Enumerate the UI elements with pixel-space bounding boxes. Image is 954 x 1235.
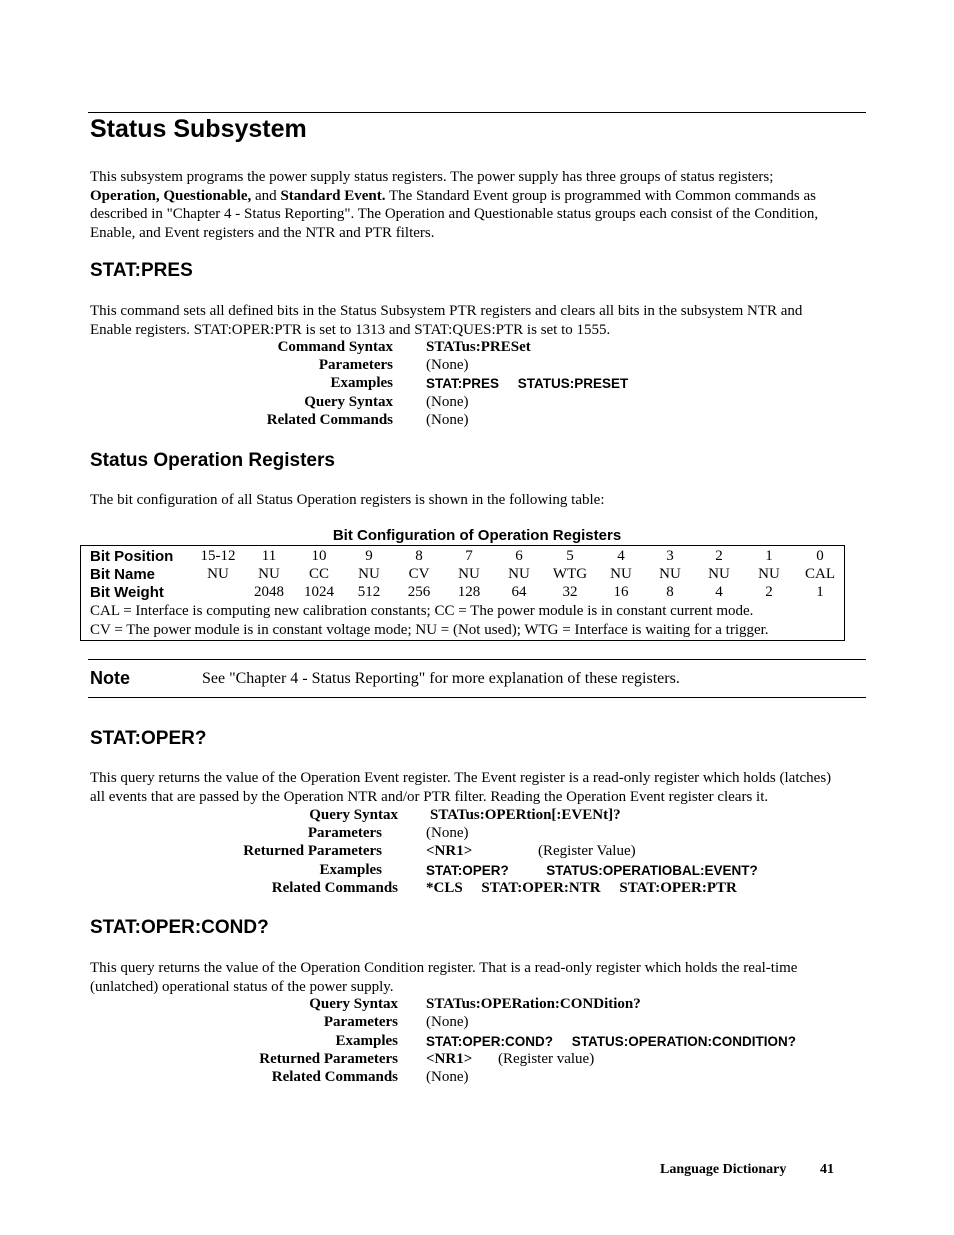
bit-position-cell: 2 [715, 548, 723, 564]
table-title: Bit Configuration of Operation Registers [332, 527, 622, 544]
bit-name-cell: NU [258, 566, 280, 582]
oper-parameters-value: (None) [426, 825, 469, 841]
stat-oper-cond-line-1: This query returns the value of the Operation Condition register. That is a read-only register which holds the real-time [90, 960, 798, 976]
bit-weight-cell: 512 [357, 584, 381, 600]
stat-oper-cond-description [90, 959, 866, 996]
cond-returned-parameters-label: Returned Parameters [259, 1051, 398, 1067]
table-legend-1: CAL = Interface is computing new calibration constants; CC = The power module is in constant current mode. [90, 603, 754, 619]
bit-position-cell: 0 [816, 548, 824, 564]
intro-text-2: and [251, 187, 281, 204]
oper-returned-parameters-value: <NR1> [426, 843, 473, 859]
command-syntax-value: STATus:PRESet [426, 339, 531, 355]
stat-oper-line-2: all events that are passed by the Operation NTR and/or PTR filter. Reading the Operation Event register clears it. [90, 788, 769, 805]
oper-returned-parameters-label: Returned Parameters [243, 843, 382, 859]
intro-line-1: This subsystem programs the power supply status registers. The power supply has three groups of status registers; [90, 169, 774, 185]
row-header-bit-position: Bit Position [90, 548, 174, 565]
note-bottom-rule [88, 697, 866, 698]
cond-returned-parameters-note: (Register value) [498, 1051, 595, 1067]
bit-weight-cell: 1024 [304, 584, 334, 600]
intro-text-3: The Standard Event group is programmed with Common commands as [385, 187, 816, 204]
oper-examples-label: Examples [319, 862, 382, 878]
bit-name-cell: CC [308, 566, 329, 582]
bit-name-cell: NU [358, 566, 380, 582]
cond-related-commands-value: (None) [426, 1069, 469, 1085]
bit-position-cell: 7 [465, 548, 473, 564]
bit-name-cell: NU [207, 566, 229, 582]
examples-value: STAT:PRES STATUS:PRESET [426, 376, 629, 391]
status-operation-registers-text: The bit configuration of all Status Operation registers is shown in the following table: [90, 492, 605, 508]
bit-name-cell: WTG [552, 566, 588, 582]
cond-parameters-label: Parameters [323, 1014, 398, 1030]
stat-pres-line-2: Enable registers. STAT:OPER:PTR is set to 1313 and STAT:QUES:PTR is set to 1555. [90, 321, 611, 338]
stat-pres-line-1: This command sets all defined bits in the Status Subsystem PTR registers and clears all bits in the subsystem NTR and [90, 303, 803, 319]
oper-parameters-label: Parameters [307, 825, 382, 841]
oper-query-syntax-label: Query Syntax [309, 807, 398, 823]
status-operation-registers-heading: Status Operation Registers [90, 450, 335, 471]
stat-pres-heading: STAT:PRES [90, 260, 193, 281]
query-syntax-value: (None) [426, 394, 469, 410]
intro-line-3: described in "Chapter 4 - Status Reporting". The Operation and Questionable status groups each consist of the Condition, [90, 206, 819, 222]
bit-name-cell: NU [708, 566, 730, 582]
bit-position-cell: 11 [261, 548, 277, 564]
command-syntax-label: Command Syntax [277, 339, 393, 355]
related-commands-value: (None) [426, 412, 469, 428]
row-header-bit-name: Bit Name [90, 566, 156, 583]
bit-position-cell: 10 [311, 548, 327, 564]
bit-name-cell: CV [408, 566, 430, 582]
intro-bold-1: Operation, Questionable, [90, 187, 252, 204]
note-top-rule [88, 659, 866, 660]
bit-weight-cell: 64 [511, 584, 527, 600]
parameters-value: (None) [426, 357, 469, 373]
stat-oper-cond-line-2: (unlatched) operational status of the power supply. [90, 978, 394, 995]
intro-bold-2: Standard Event. [280, 187, 386, 204]
cond-returned-parameters-value: <NR1> [426, 1051, 473, 1067]
bit-position-cell: 1 [765, 548, 773, 564]
bit-position-cell: 6 [515, 548, 523, 564]
related-commands-label: Related Commands [266, 412, 393, 428]
cond-examples-value: STAT:OPER:COND? STATUS:OPERATION:CONDITION? [426, 1034, 796, 1049]
bit-name-cell: NU [458, 566, 480, 582]
oper-related-commands-value: *CLS STAT:OPER:NTR STAT:OPER:PTR [426, 880, 737, 896]
bit-position-cell: 8 [415, 548, 423, 564]
row-header-bit-weight: Bit Weight [90, 584, 164, 601]
bit-weight-cell: 16 [613, 584, 629, 600]
oper-related-commands-label: Related Commands [271, 880, 398, 896]
bit-position-cell: 15-12 [200, 548, 236, 564]
intro-line-2 [90, 187, 866, 206]
bit-weight-cell: 32 [562, 584, 578, 600]
bit-weight-cell: 2 [765, 584, 773, 600]
intro-paragraph [90, 168, 866, 242]
bit-weight-cell: 8 [666, 584, 674, 600]
bit-position-cell: 3 [666, 548, 674, 564]
bit-position-cell: 9 [365, 548, 373, 564]
bit-position-cell: 5 [566, 548, 574, 564]
bit-name-cell: NU [610, 566, 632, 582]
examples-label: Examples [330, 375, 393, 391]
note-text: See "Chapter 4 - Status Reporting" for more explanation of these registers. [202, 670, 680, 687]
page-title: Status Subsystem [90, 115, 307, 143]
cond-query-syntax-value: STATus:OPERation:CONDition? [426, 996, 641, 1012]
cond-related-commands-label: Related Commands [271, 1069, 398, 1085]
bit-weight-cell: 4 [715, 584, 723, 600]
note-label: Note [90, 668, 130, 688]
bit-position-cell: 4 [617, 548, 625, 564]
cond-query-syntax-label: Query Syntax [309, 996, 398, 1012]
table-legend-2: CV = The power module is in constant voltage mode; NU = (Not used); WTG = Interface is waiting for a trigger. [90, 622, 769, 638]
top-rule [88, 112, 866, 113]
bit-weight-cell: 128 [457, 584, 481, 600]
stat-oper-cond-heading: STAT:OPER:COND? [90, 917, 269, 938]
parameters-label: Parameters [318, 357, 393, 373]
bit-configuration-table [80, 545, 845, 641]
oper-returned-parameters-note: (Register Value) [538, 843, 636, 859]
oper-query-syntax-value: STATus:OPERtion[:EVENt]? [430, 807, 621, 823]
footer-section-name: Language Dictionary [660, 1162, 787, 1177]
stat-pres-description [90, 302, 866, 339]
cond-parameters-value: (None) [426, 1014, 469, 1030]
bit-weight-cell: 2048 [254, 584, 284, 600]
footer-page-number: 41 [820, 1162, 834, 1177]
stat-oper-line-1: This query returns the value of the Operation Event register. The Event register is a read-only register which holds (latches) [90, 770, 832, 786]
bit-name-cell: NU [659, 566, 681, 582]
query-syntax-label: Query Syntax [304, 394, 393, 410]
oper-examples-value: STAT:OPER? STATUS:OPERATIOBAL:EVENT? [426, 863, 758, 878]
stat-oper-heading: STAT:OPER? [90, 728, 207, 749]
bit-weight-cell: 1 [816, 584, 824, 600]
bit-name-cell: CAL [805, 566, 835, 582]
bit-name-cell: NU [758, 566, 780, 582]
bit-name-cell: NU [508, 566, 530, 582]
cond-examples-label: Examples [335, 1033, 398, 1049]
bit-weight-cell: 256 [407, 584, 431, 600]
stat-oper-description [90, 769, 866, 806]
intro-line-4: Enable, and Event registers and the NTR and PTR filters. [90, 224, 435, 241]
